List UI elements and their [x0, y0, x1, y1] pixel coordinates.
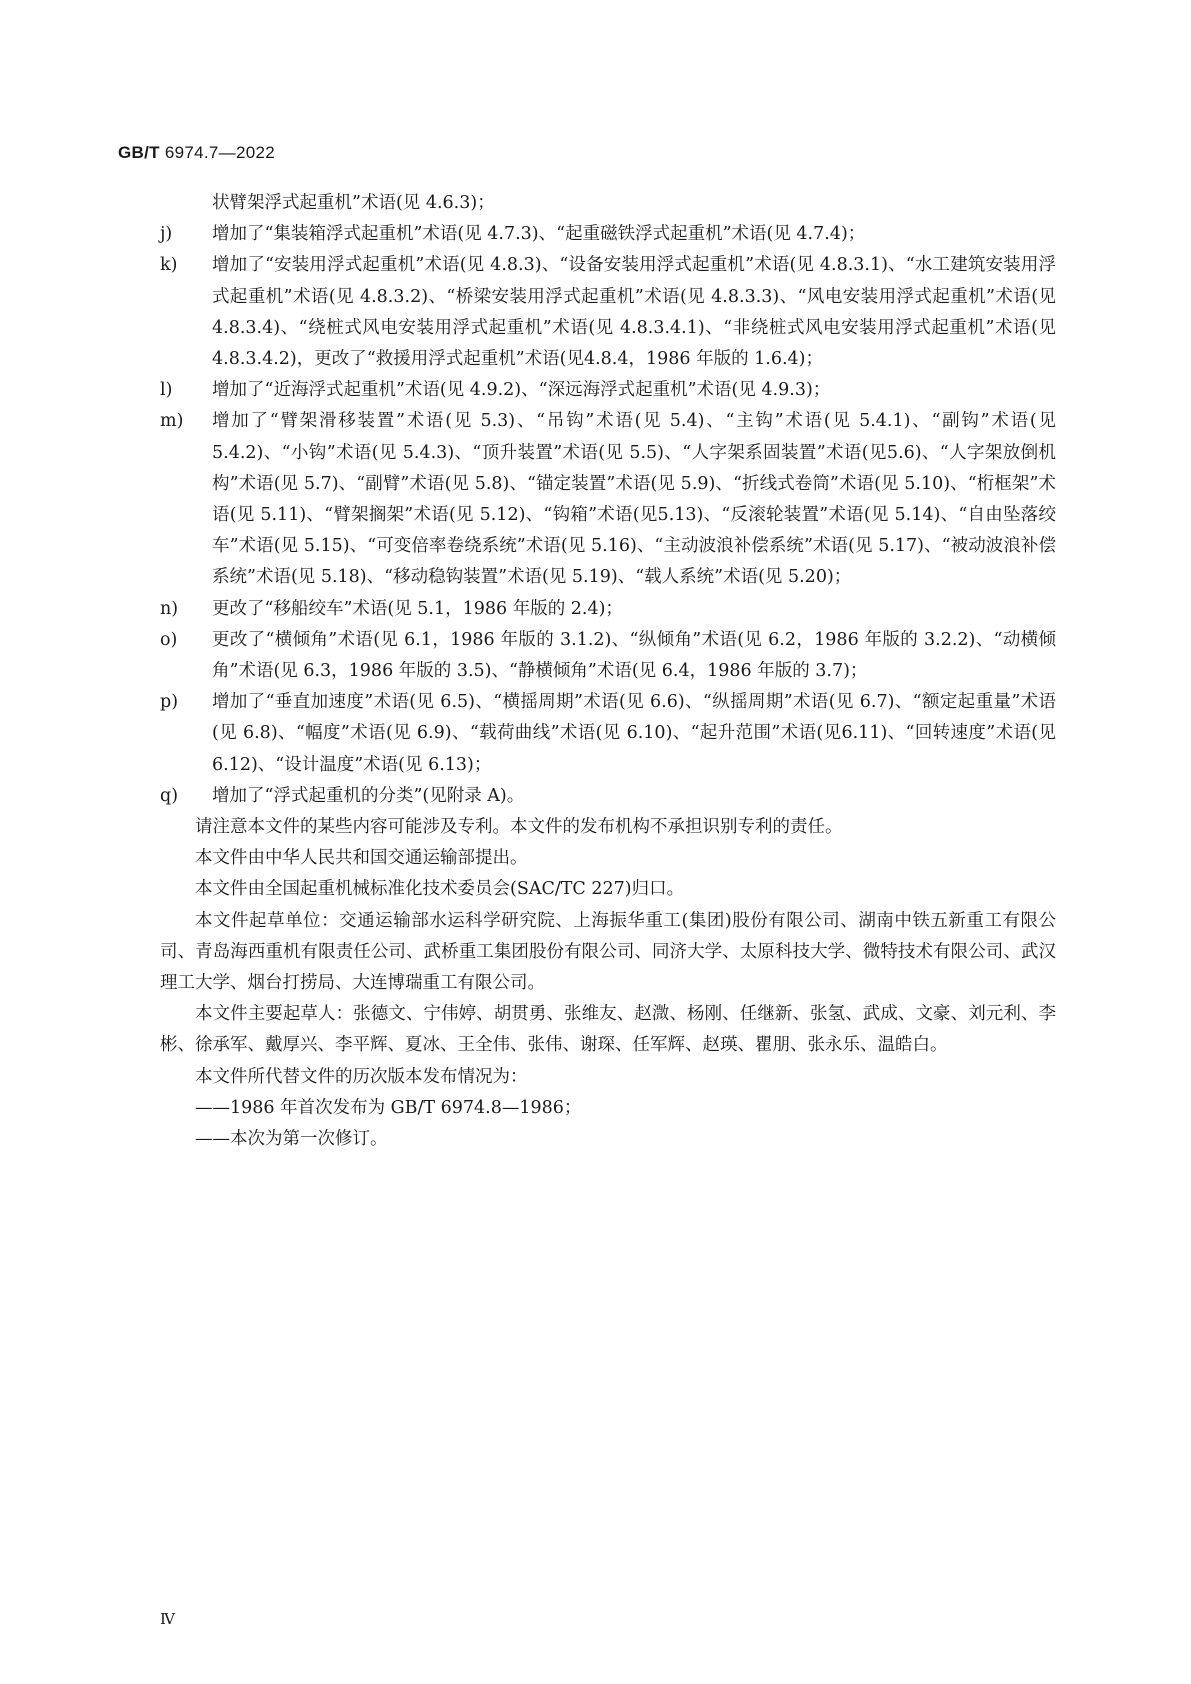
centralized-by: 本文件由全国起重机械标准化技术委员会(SAC/TC 227)归口。 [195, 879, 685, 900]
list-marker: o) [160, 629, 178, 650]
list-item-m [160, 406, 1056, 593]
list-item-text: 增加了“集装箱浮式起重机”术语(见 4.7.3)、“起重磁铁浮式起重机”术语(见 4.7.4)； [212, 224, 866, 245]
drafters: 本文件主要起草人：张德文、宁伟婷、胡贯勇、张维友、赵溦、杨刚、任继新、张氢、武成、文豪、刘元利、李彬、徐承军、戴厚兴、李平辉、夏冰、王全伟、张伟、谢琛、任军辉、赵瑛、瞿朋、张永乐、温皓白。 [160, 1004, 1056, 1056]
page-number: Ⅳ [160, 1610, 175, 1628]
list-marker: m) [160, 411, 184, 432]
list-item-text: 增加了“臂架滑移装置”术语(见 5.3)、“吊钩”术语(见 5.4)、“主钩”术语(见 5.4.1)、“副钩”术语(见 5.4.2)、“小钩”术语(见 5.4.3)、“顶升装置”术语(见 5.5)、“人字架系固装置”术语(见5.6)、“人字架放倒机构”术语(见 5.7)、“副臂”术语(见 5.8)、“锚定装置”术语(见 5.9)、“折线式卷筒”术语(见 5.10)、“桁框架”术语(见 5.11)、“臂架搁架”术语(见 5.12)、“钩箱”术语(见5.13)、“反滚轮装置”术语(见 5.14)、“自由坠落绞车”术语(见 5.15)、“可变倍率卷绕系统”术语(见 5.16)、“主动波浪补偿系统”术语(见 5.17)、“被动波浪补偿系统”术语(见 5.18)、“移动稳钩装置”术语(见 5.19)、“载人系统”术语(见 5.20)； [212, 411, 1056, 588]
list-item-n [160, 594, 1056, 625]
list-item-text: 更改了“移船绞车”术语(见 5.1，1986 年版的 2.4)； [212, 598, 623, 619]
list-item-text: 增加了“安装用浮式起重机”术语(见 4.8.3)、“设备安装用浮式起重机”术语(见 4.8.3.1)、“水工建筑安装用浮式起重机”术语(见 4.8.3.2)、“桥梁安装用浮式起重机”术语(见 4.8.3.3)、“风电安装用浮式起重机”术语(见 4.8.3.4)、“绕桩式风电安装用浮式起重机”术语(见 4.8.3.4.1)、“非绕桩式风电安装用浮式起重机”术语(见 4.8.3.4.2)，更改了“救援用浮式起重机”术语(见4.8.4，1986 年版的 1.6.4)； [212, 255, 1056, 370]
history-intro: 本文件所代替文件的历次版本发布情况为： [195, 1066, 528, 1087]
list-item-q [160, 781, 1056, 812]
standard-code: GB/T [118, 143, 160, 162]
list-marker: n) [160, 598, 179, 619]
list-item-j [160, 219, 1056, 250]
standard-number: 6974.7—2022 [164, 143, 275, 162]
list-item-p [160, 687, 1056, 781]
list-item-text: 更改了“横倾角”术语(见 6.1，1986 年版的 3.1.2)、“纵倾角”术语(见 6.2，1986 年版的 3.2.2)、“动横倾角”术语(见 6.3，1986 年版的 3.5)、“静横倾角”术语(见 6.4，1986 年版的 3.7)； [212, 629, 1056, 682]
list-item-text: 增加了“浮式起重机的分类”(见附录 A)。 [212, 785, 525, 806]
patent-notice: 请注意本文件的某些内容可能涉及专利。本文件的发布机构不承担识别专利的责任。 [195, 817, 843, 838]
history-item: ——本次为第一次修订。 [195, 1129, 388, 1150]
list-item-k [160, 250, 1056, 375]
list-item-text: 增加了“垂直加速度”术语(见 6.5)、“横摇周期”术语(见 6.6)、“纵摇周期”术语(见 6.7)、“额定起重量”术语(见 6.8)、“幅度”术语(见 6.9)、“载荷曲线”术语(见 6.10)、“起升范围”术语(见6.11)、“回转速度”术语(见 6.12)、“设计温度”术语(见 6.13)； [212, 692, 1056, 775]
list-item-l [160, 375, 1056, 406]
list-marker: j) [160, 224, 173, 245]
proposed-by: 本文件由中华人民共和国交通运输部提出。 [195, 848, 528, 869]
history-item: ——1986 年首次发布为 GB/T 6974.8—1986； [195, 1097, 582, 1118]
list-item-i-continuation [160, 188, 1056, 219]
list-marker: p) [160, 692, 179, 713]
document-header [118, 143, 275, 163]
document-body [160, 188, 1056, 1155]
drafting-units: 本文件起草单位：交通运输部水运科学研究院、上海振华重工(集团)股份有限公司、湖南中铁五新重工有限公司、青岛海西重机有限责任公司、武桥重工集团股份有限公司、同济大学、太原科技大学、微特技术有限公司、武汉理工大学、烟台打捞局、大连博瑞重工有限公司。 [160, 910, 1056, 994]
list-item-text: 状臂架浮式起重机”术语(见 4.6.3)； [212, 193, 495, 213]
list-marker: l) [160, 380, 173, 401]
list-marker: k) [160, 255, 178, 276]
list-item-o [160, 625, 1056, 687]
list-marker: q) [160, 785, 179, 806]
list-item-text: 增加了“近海浮式起重机”术语(见 4.9.2)、“深远海浮式起重机”术语(见 4.9.3)； [212, 380, 831, 401]
